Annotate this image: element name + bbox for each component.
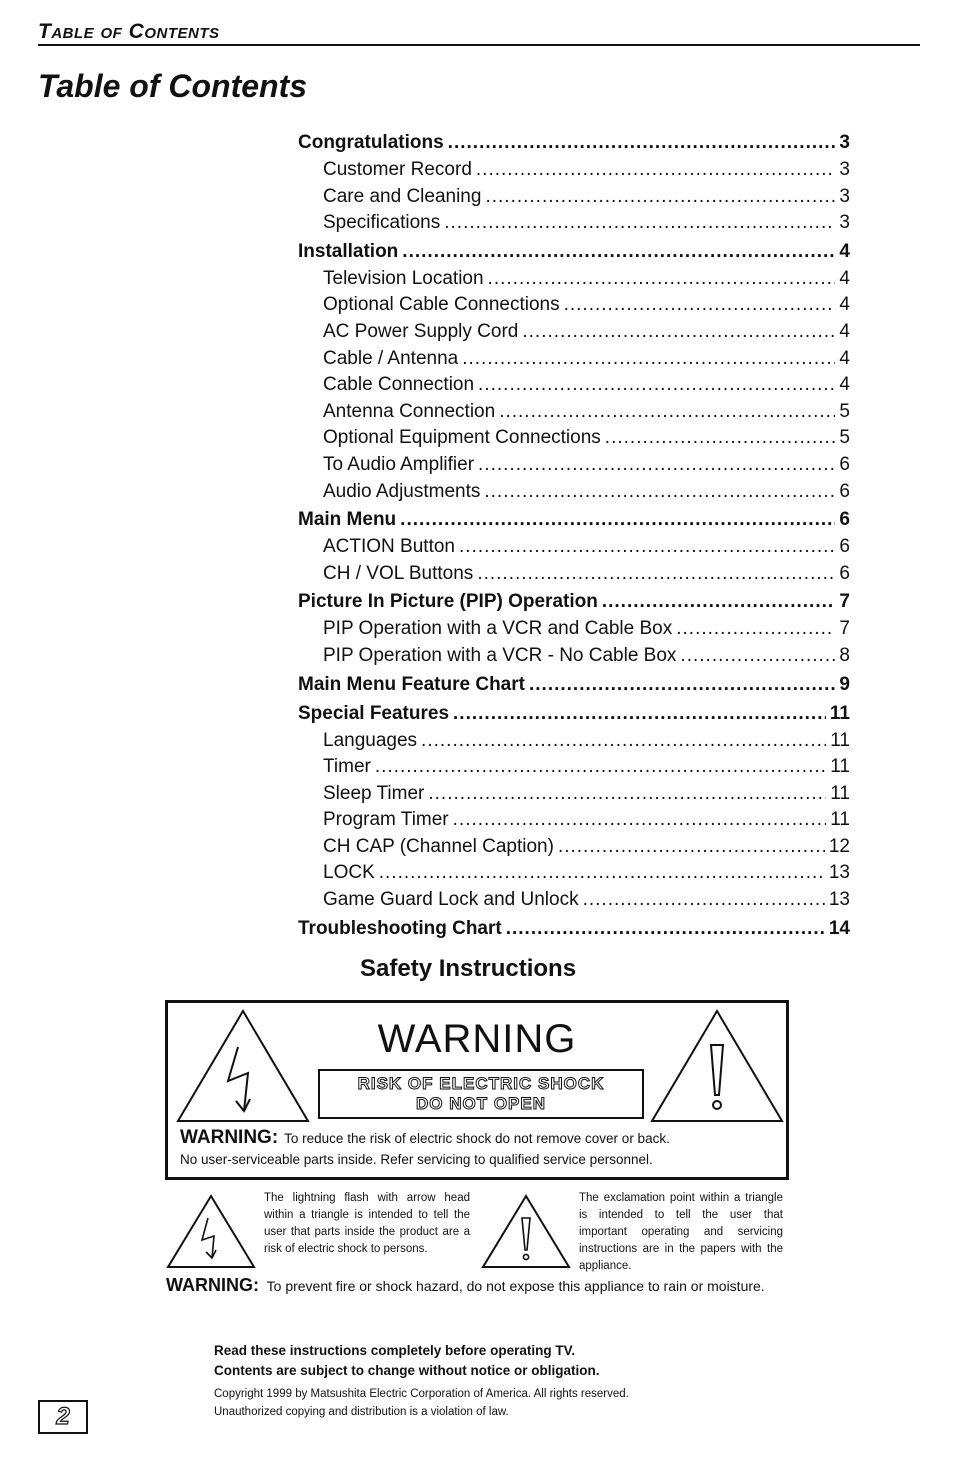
toc-entry-page: 4 — [839, 320, 850, 342]
toc-entry — [298, 399, 850, 426]
toc-entry-label: Customer Record — [323, 159, 472, 180]
toc-entry-label: Special Features — [298, 702, 450, 724]
toc-entry-page: 11 — [829, 702, 850, 724]
toc-leader-dots — [478, 372, 835, 399]
toc-entry-page: 7 — [839, 618, 850, 640]
toc-entry — [298, 807, 850, 834]
exclamation-explanation: The exclamation point within a triangle is intended to tell the user that important operating and servicing instructions are in the papers with the appliance. — [579, 1192, 783, 1272]
toc-entry-label: Installation — [298, 240, 399, 262]
toc-entry-page: 6 — [839, 453, 850, 475]
toc-entry — [298, 914, 850, 943]
toc-entry-page: 11 — [830, 809, 850, 831]
toc-entry — [298, 834, 850, 861]
toc-leader-dots — [484, 479, 835, 506]
toc-entry-label: PIP Operation with a VCR - No Cable Box — [323, 644, 677, 666]
toc-entry-page: 5 — [839, 427, 850, 449]
toc-entry — [298, 372, 850, 399]
toc-leader-dots — [680, 643, 835, 670]
toc-entry-page: 4 — [839, 240, 850, 262]
toc-entry — [298, 728, 850, 755]
read-note-2: Contents are subject to change without notice or obligation. — [214, 1363, 600, 1378]
toc-entry — [298, 699, 850, 728]
toc-entry-label: Languages — [323, 729, 418, 751]
toc-leader-dots — [676, 616, 835, 643]
toc-entry-page: 3 — [839, 185, 850, 207]
toc-entry-page: 9 — [839, 673, 850, 695]
toc-entry-page: 5 — [839, 400, 850, 422]
toc-entry-page: 13 — [828, 889, 850, 911]
toc-entry — [298, 534, 850, 561]
toc-entry-page: 11 — [830, 756, 850, 778]
shock-label-line1: RISK OF ELECTRIC SHOCK — [357, 1074, 605, 1093]
toc-entry-page: 11 — [830, 782, 850, 804]
toc-leader-dots — [444, 210, 835, 237]
toc-entry-label: Care and Cleaning — [323, 185, 482, 207]
toc-entry — [298, 616, 850, 643]
toc-entry-page: 3 — [839, 212, 850, 234]
toc-leader-dots — [558, 834, 825, 861]
toc-entry — [298, 346, 850, 373]
exclamation-warning-icon — [648, 1007, 786, 1125]
toc-entry-label: CH CAP (Channel Caption) — [323, 835, 554, 857]
toc-leader-dots — [379, 860, 825, 887]
toc-entry-page: 7 — [839, 591, 850, 613]
toc-leader-dots — [453, 807, 827, 834]
fire-warning — [166, 1275, 788, 1295]
toc-entry-label: Optional Equipment Connections — [323, 427, 601, 449]
toc-entry — [298, 587, 850, 616]
toc-entry-label: PIP Operation with a VCR and Cable Box — [323, 618, 673, 640]
toc-leader-dots — [462, 346, 835, 373]
toc-entry-label: CH / VOL Buttons — [323, 562, 474, 584]
toc-entry-label: LOCK — [323, 862, 375, 884]
toc-entry-label: Television Location — [323, 267, 484, 289]
toc-entry — [298, 128, 850, 157]
toc-entry-page: 3 — [839, 132, 850, 153]
toc-entry-page: 6 — [839, 509, 850, 531]
toc-leader-dots — [453, 699, 826, 728]
warning-line1 — [180, 1127, 670, 1149]
toc-entry-label: Audio Adjustments — [323, 480, 481, 502]
table-of-contents — [298, 128, 850, 943]
shock-label-line2: DO NOT OPEN — [415, 1094, 546, 1113]
toc-entry-page: 4 — [839, 267, 850, 289]
toc-entry-label: Program Timer — [323, 809, 449, 831]
toc-entry-page: 12 — [828, 835, 850, 857]
small-exclamation-icon — [481, 1194, 571, 1270]
toc-entry — [298, 860, 850, 887]
toc-leader-dots — [428, 781, 826, 808]
toc-entry-label: Antenna Connection — [323, 400, 496, 422]
toc-leader-dots — [402, 237, 835, 266]
toc-leader-dots — [421, 728, 826, 755]
fire-warning-text: To prevent fire or shock hazard, do not expose this appliance to rain or moisture. — [266, 1278, 765, 1294]
toc-leader-dots — [499, 399, 835, 426]
toc-entry — [298, 781, 850, 808]
toc-entry-page: 6 — [839, 562, 850, 584]
copyright — [214, 1385, 629, 1421]
toc-entry-label: Main Menu Feature Chart — [298, 673, 525, 695]
header-rule — [38, 44, 920, 46]
warning-box — [165, 1000, 789, 1180]
toc-entry-page: 6 — [839, 536, 850, 558]
toc-entry-page: 13 — [828, 862, 850, 884]
toc-entry — [298, 319, 850, 346]
toc-leader-dots — [478, 452, 835, 479]
fire-warning-label: WARNING: — [166, 1275, 259, 1295]
warning-label: WARNING: — [180, 1127, 279, 1148]
toc-entry — [298, 425, 850, 452]
section-header: Table of Contents — [38, 20, 220, 43]
toc-entry-page: 4 — [839, 294, 850, 316]
toc-entry — [298, 670, 850, 699]
warning-text2: No user-serviceable parts inside. Refer servicing to qualified service personnel. — [180, 1152, 653, 1167]
toc-leader-dots — [485, 184, 835, 211]
toc-entry — [298, 754, 850, 781]
lightning-explanation: The lightning flash with arrow head within a triangle is intended to tell the user that parts inside the product are a risk of electric shock to persons. — [264, 1192, 470, 1255]
toc-entry — [298, 452, 850, 479]
toc-entry-label: ACTION Button — [323, 536, 455, 558]
toc-entry-label: Specifications — [323, 212, 441, 234]
toc-entry — [298, 184, 850, 211]
toc-entry — [298, 479, 850, 506]
toc-entry-label: Timer — [323, 756, 371, 778]
toc-entry-label: Main Menu — [298, 509, 397, 531]
toc-entry — [298, 210, 850, 237]
toc-leader-dots — [459, 534, 835, 561]
toc-entry-page: 14 — [828, 917, 850, 939]
toc-entry — [298, 887, 850, 914]
toc-entry-page: 3 — [839, 159, 850, 180]
shock-label-box — [318, 1069, 644, 1119]
toc-entry-label: Congratulations — [298, 132, 444, 153]
toc-entry-page: 11 — [830, 729, 850, 751]
toc-leader-dots — [583, 887, 825, 914]
toc-entry — [298, 237, 850, 266]
read-notes — [214, 1341, 600, 1381]
toc-entry-page: 4 — [839, 374, 850, 396]
toc-entry — [298, 505, 850, 534]
page-number: 2 — [38, 1400, 88, 1434]
toc-leader-dots — [564, 292, 836, 319]
read-note-1: Read these instructions completely before operating TV. — [214, 1343, 576, 1358]
toc-entry-page: 6 — [839, 480, 850, 502]
warning-text1: To reduce the risk of electric shock do not remove cover or back. — [284, 1131, 670, 1146]
toc-entry-label: Picture In Picture (PIP) Operation — [298, 591, 598, 613]
toc-leader-dots — [448, 128, 836, 157]
toc-entry-page: 8 — [839, 644, 850, 666]
toc-entry-label: Cable Connection — [323, 374, 475, 396]
toc-leader-dots — [400, 505, 835, 534]
page-title: Table of Contents — [38, 68, 308, 104]
toc-leader-dots — [477, 561, 835, 588]
toc-entry-label: To Audio Amplifier — [323, 453, 475, 475]
toc-leader-dots — [375, 754, 826, 781]
toc-entry-label: AC Power Supply Cord — [323, 320, 519, 342]
warning-title: WARNING — [377, 1017, 577, 1061]
toc-entry — [298, 157, 850, 184]
toc-entry-label: Cable / Antenna — [323, 347, 459, 369]
copyright-line1: Copyright 1999 by Matsushita Electric Corporation of America. All rights reserved. — [214, 1388, 629, 1400]
toc-entry-label: Sleep Timer — [323, 782, 425, 804]
toc-entry — [298, 292, 850, 319]
toc-entry-page: 4 — [839, 347, 850, 369]
toc-entry — [298, 643, 850, 670]
toc-entry — [298, 266, 850, 293]
toc-leader-dots — [522, 319, 835, 346]
safety-heading: Safety Instructions — [360, 955, 577, 982]
toc-entry-label: Troubleshooting Chart — [298, 917, 502, 939]
toc-leader-dots — [529, 670, 835, 699]
copyright-line2: Unauthorized copying and distribution is a violation of law. — [214, 1406, 509, 1418]
toc-leader-dots — [506, 914, 825, 943]
toc-entry-label: Optional Cable Connections — [323, 294, 560, 316]
toc-entry-label: Game Guard Lock and Unlock — [323, 889, 579, 911]
toc-leader-dots — [602, 587, 836, 616]
toc-entry — [298, 561, 850, 588]
toc-leader-dots — [488, 266, 836, 293]
toc-leader-dots — [476, 157, 836, 184]
toc-leader-dots — [605, 425, 836, 452]
small-lightning-icon — [166, 1194, 256, 1270]
